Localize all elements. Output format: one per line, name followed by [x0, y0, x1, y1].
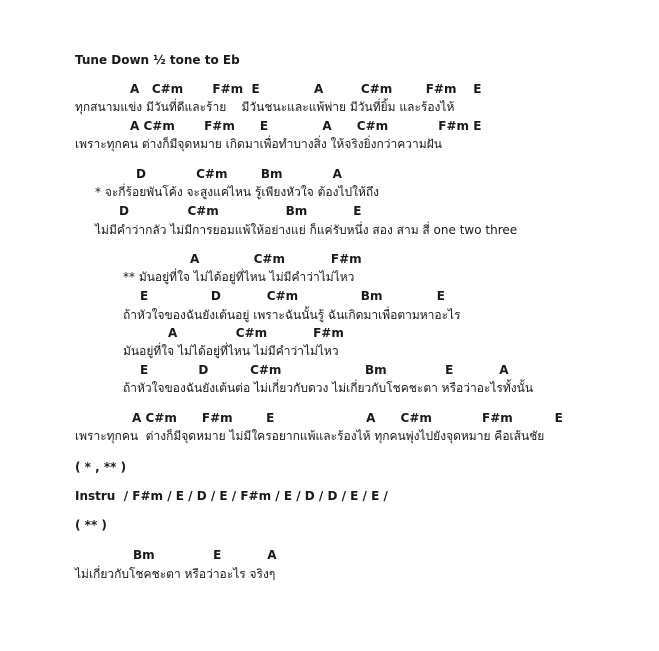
lyric-line: ถ้าหัวใจของฉันยังเต้นต่อ ไม่เกี่ยวกับดวง ไม่เกี่ยวกับโชคชะตา หรือว่าอะไรทั้งนั้น: [123, 381, 534, 395]
lyric-line: * จะกี่ร้อยพันโค้ง จะสูงแค่ไหน รู้เพียงหัวใจ ต้องไปให้ถึง: [95, 185, 379, 199]
repeat-marker: ( ** ): [75, 518, 107, 532]
repeat-marker: ( * , ** ): [75, 460, 127, 474]
chord-line: A C#m F#m E A C#m F#m E: [132, 411, 563, 425]
lyric-line: ไม่เกี่ยวกับโชคชะตา หรือว่าอะไร จริงๆ: [75, 567, 276, 581]
instrumental-line: Instru / F#m / E / D / E / F#m / E / D / D / E / E /: [75, 489, 388, 503]
chord-line: D C#m Bm A: [136, 167, 342, 181]
lyric-line: ** มันอยู่ที่ใจ ไม่ได้อยู่ที่ไหน ไม่มีคำว่าไม่ไหว: [123, 270, 355, 284]
lyric-line: ไม่มีคำว่ากลัว ไม่มีการยอมแพ้ให้อย่างแย่ ก็แค่รับหนึ่ง สอง สาม สี่ one two three: [95, 223, 518, 237]
chord-line: A C#m F#m: [190, 252, 362, 266]
song-title: Tune Down ½ tone to Eb: [75, 53, 240, 67]
lyric-line: เพราะทุกคน ต่างก็มีจุดหมาย เกิดมาเพื่อทำบางสิ่ง ให้จริงยิ่งกว่าความฝัน: [75, 137, 442, 151]
chord-line: D C#m Bm E: [119, 204, 362, 218]
lyric-line: มันอยู่ที่ใจ ไม่ได้อยู่ที่ไหน ไม่มีคำว่าไม่ไหว: [123, 344, 339, 358]
lyric-line: เพราะทุกคน ต่างก็มีจุดหมาย ไม่มีใครอยากแพ้และร้องไห้ ทุกคนพุ่งไปยังจุดหมาย คือเส้นชัย: [75, 429, 545, 443]
chord-line: A C#m F#m: [168, 326, 344, 340]
chord-line: A C#m F#m E A C#m F#m E: [130, 82, 482, 96]
chord-line: A C#m F#m E A C#m F#m E: [130, 119, 482, 133]
chord-line: E D C#m Bm E A: [140, 363, 509, 377]
lyric-line: ถ้าหัวใจของฉันยังเต้นอยู่ เพราะฉันนั้นรู้ ฉันเกิดมาเพื่อตามหาอะไร: [123, 308, 461, 322]
chord-line: E D C#m Bm E: [140, 289, 445, 303]
chord-line: Bm E A: [133, 548, 277, 562]
lyric-line: ทุกสนามแข่ง มีวันที่ดีและร้าย มีวันชนะและแพ้พ่าย มีวันที่ยิ้ม และร้องไห้: [75, 100, 455, 114]
